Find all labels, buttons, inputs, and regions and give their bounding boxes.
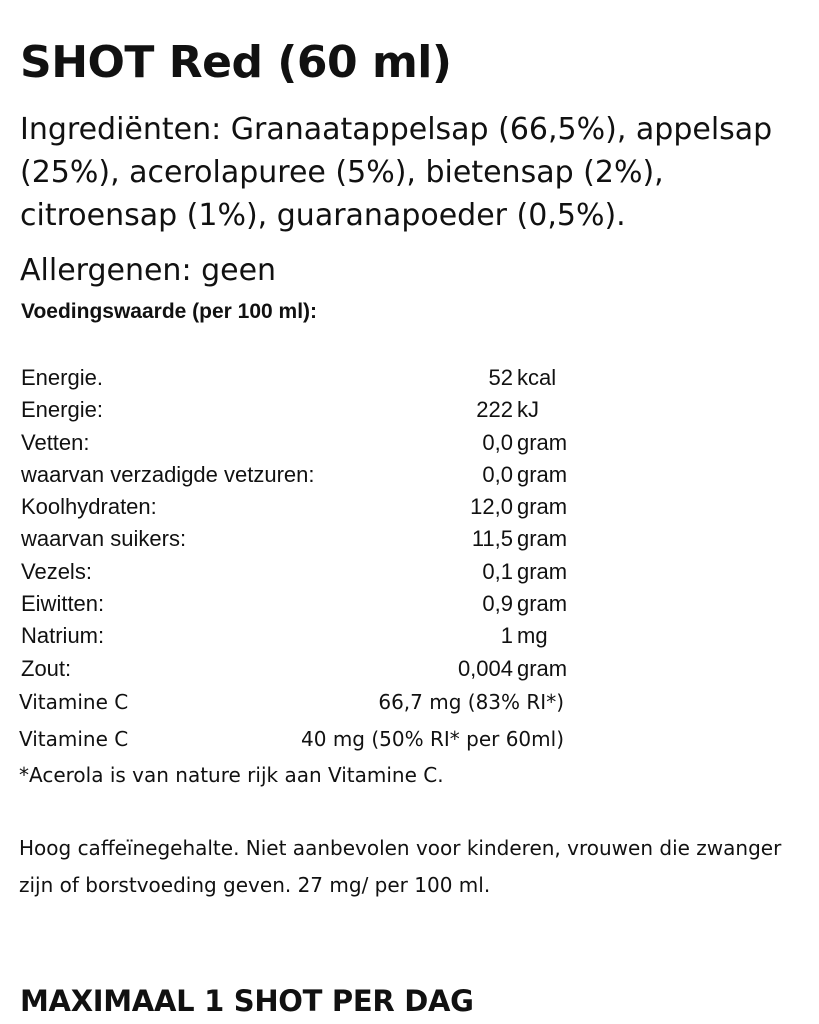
nutrition-value: 0,0: [482, 461, 513, 487]
nutrition-row-saturated-fats: [21, 459, 581, 491]
nutrition-label: waarvan verzadigde vetzuren:: [21, 461, 315, 487]
nutrition-value: 0,0: [482, 429, 513, 455]
nutrition-unit: gram: [517, 558, 568, 584]
nutrition-row-carbohydrates: [21, 491, 581, 523]
nutrition-value: 12,0: [470, 494, 513, 520]
nutrition-label: Koolhydraten:: [21, 494, 157, 520]
nutrition-unit: gram: [517, 591, 568, 617]
nutrition-unit: gram: [517, 655, 568, 681]
nutrition-unit: gram: [517, 526, 568, 552]
nutrition-row-energy-kj: [21, 394, 581, 426]
nutrition-label: Vezels:: [21, 558, 92, 584]
nutrition-unit: kJ: [517, 397, 539, 423]
nutrition-row-sugars: [21, 523, 581, 555]
allergens-text: Allergenen: geen: [20, 253, 277, 288]
nutrition-label: Energie:: [21, 397, 103, 423]
nutrition-unit: kcal: [517, 365, 557, 390]
nutrition-value: 1: [500, 623, 513, 649]
vitamin-row: [19, 686, 564, 718]
nutrition-row-energy-kcal: [21, 362, 581, 394]
nutrition-label: Natrium:: [21, 623, 105, 649]
nutrition-value: 11,5: [471, 526, 513, 552]
nutrition-value: 0,1: [482, 558, 513, 584]
nutrition-row-salt: [21, 653, 581, 685]
nutrition-value: 0,004: [457, 655, 513, 681]
nutrition-label: Vetten:: [21, 429, 90, 455]
nutrition-unit: mg: [517, 623, 548, 649]
max-per-day-heading: MAXIMAAL 1 SHOT PER DAG: [20, 984, 474, 1018]
vitamin-label: Vitamine C: [19, 727, 129, 751]
nutrition-unit: gram: [517, 461, 568, 487]
nutrition-row-proteins: [21, 588, 581, 620]
nutrition-value: 52: [488, 365, 513, 390]
product-title: SHOT Red (60 ml): [20, 37, 452, 88]
nutrition-label: Eiwitten:: [21, 591, 105, 617]
vitamin-row: [19, 723, 564, 755]
nutrition-label: Zout:: [21, 655, 72, 681]
nutrition-label: Energie.: [21, 365, 103, 390]
vitamin-value: 40 mg (50% RI* per 60ml): [301, 727, 564, 751]
footnote-text: *Acerola is van nature rijk aan Vitamine C.: [19, 763, 444, 787]
nutrition-unit: gram: [517, 429, 568, 455]
nutrition-value: 0,9: [482, 591, 513, 617]
nutrition-table: [21, 362, 581, 685]
ingredients-text: Ingrediënten: Granaatappelsap (66,5%), appelsap (25%), acerolapuree (5%), bietensap (2%), citroensap (1%), guaranapoeder (0,5%).: [20, 112, 773, 233]
nutrition-value: 222: [476, 397, 513, 423]
nutrition-row-fats: [21, 427, 581, 459]
nutrition-row-fibers: [21, 556, 581, 588]
caffeine-warning-text: Hoog caffeïnegehalte. Niet aanbevolen voor kinderen, vrouwen die zwanger zijn of borstvoeding geven. 27 mg/ per 100 ml.: [19, 836, 782, 897]
vitamin-value: 66,7 mg (83% RI*): [378, 690, 564, 714]
vitamin-label: Vitamine C: [19, 690, 129, 714]
nutrition-label: waarvan suikers:: [21, 526, 187, 552]
nutrition-unit: gram: [517, 494, 568, 520]
nutrition-row-sodium: [21, 620, 581, 652]
nutrition-heading: Voedingswaarde (per 100 ml):: [21, 300, 318, 323]
